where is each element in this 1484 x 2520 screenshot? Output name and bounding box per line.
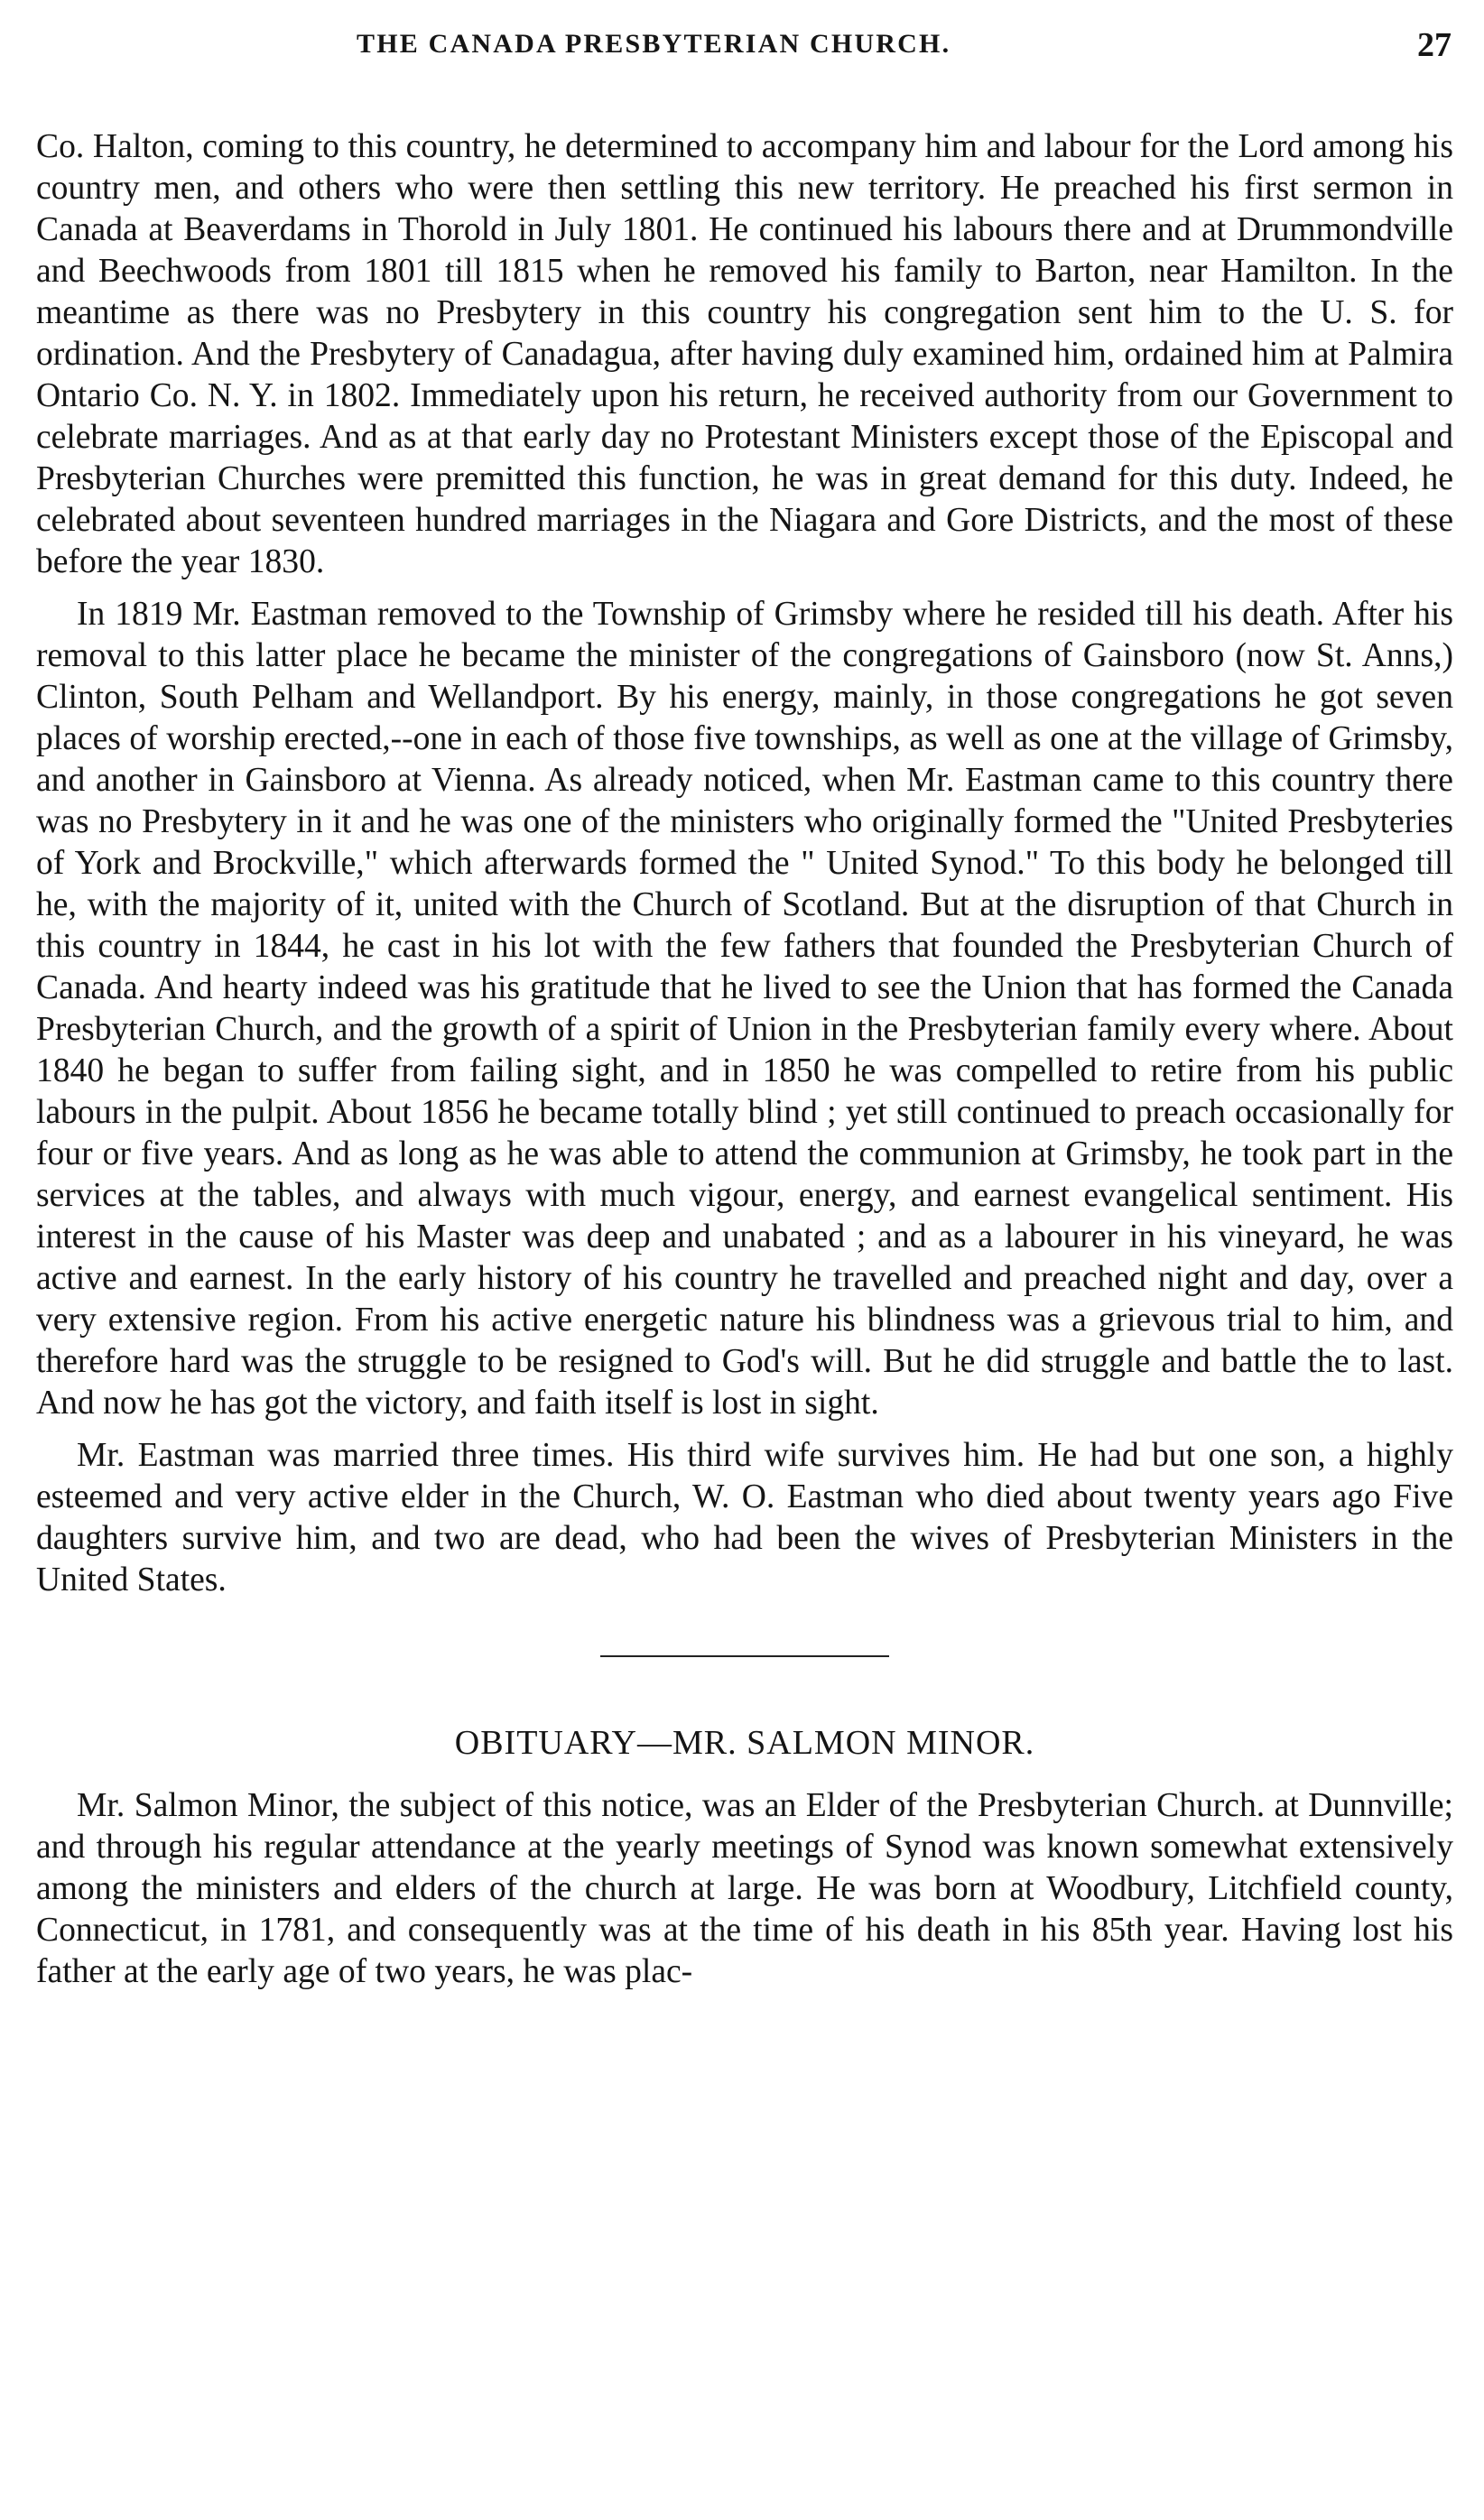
paragraph-grimsby: In 1819 Mr. Eastman removed to the Township of Grimsby where he resided till his death. After his removal to this latter place he became the minister of the congregations of Gainsboro (now St. Anns,) Clinton, South Pelham and Wellandport. By his energy, mainly, in those congregations he got seven places of worship erected,--one in each of those five townships, as well as one at the village of Grimsby, and another in Gainsboro at Vienna. As already noticed, when Mr. Eastman came to this country there was no Presbytery in it and he was one of the ministers who originally formed the "United Presbyteries of York and Brockville," which afterwards formed the " United Synod." To this body he belonged till he, with the majority of it, united with the Church of Scotland. But at the disruption of that Church in this country in 1844, he cast in his lot with the few fathers that founded the Presbyterian Church of Canada. And hearty indeed was his gratitude that he lived to see the Union that has formed the Canada Presbyterian Church, and the growth of a spirit of Union in the Presbyterian family every where. About 1840 he began to suffer from failing sight, and in 1850 he was compelled to retire from his public labours in the pulpit. About 1856 he became totally blind ; yet still continued to preach occasionally for four or five years. And as long as he was able to attend the communion at Grimsby, he took part in the services at the tables, and always with much vigour, energy, and earnest evangelical sentiment. His interest in the cause of his Master was deep and unabated ; and as a labourer in his vineyard, he was active and earnest. In the early history of his country he travelled and preached night and day, over a very extensive region. From his active energetic nature his blindness was a grievous trial to him, and therefore hard was the struggle to be resigned to God's will. But he did struggle and battle the to last. And now he has got the victory, and faith itself is lost in sight. <box>36 596 1453 1422</box>
obituary-heading: OBITUARY—MR. SALMON MINOR. <box>454 1724 1035 1762</box>
article-body <box>36 126 1453 1993</box>
obituary-paragraph: Mr. Salmon Minor, the subject of this notice, was an Elder of the Presbyterian Church. at Dunnville; and through his regular attendance at the yearly meetings of Synod was known somewhat extensively among the ministers and elders of the church at large. He was born at Woodbury, Litchfield county, Connecticut, in 1781, and consequently was at the time of his death in his 85th year. Having lost his father at the early age of two years, he was plac- <box>36 1787 1453 1990</box>
paragraph-continued: Co. Halton, coming to this country, he determined to accompany him and labour for the Lord among his country men, and others who were then settling this new territory. He preached his first sermon in Canada at Beaverdams in Thorold in July 1801. He continued his labours there and at Drummondville and Beechwoods from 1801 till 1815 when he removed his family to Barton, near Hamilton. In the meantime as there was no Presbytery in this country his congregation sent him to the U. S. for ordination. And the Presbytery of Canadagua, after having duly examined him, ordained him at Palmira Ontario Co. N. Y. in 1802. Immediately upon his return, he received authority from our Government to celebrate marriages. And as at that early day no Protestant Ministers except those of the Episcopal and Presbyterian Churches were premitted this function, he was in great demand for this duty. Indeed, he celebrated about seventeen hundred marriages in the Niagara and Gore Districts, and the most of these before the year 1830. <box>36 128 1453 580</box>
page-number: 27 <box>1417 26 1452 64</box>
page <box>36 27 1453 2004</box>
paragraph-family: Mr. Eastman was married three times. His third wife survives him. He had but one son, a highly esteemed and very active elder in the Church, W. O. Eastman who died about twenty years ago Five daughters survive him, and two are dead, who had been the wives of Presbyterian Ministers in the United States. <box>36 1437 1453 1598</box>
running-title: THE CANADA PRESBYTERIAN CHURCH. <box>357 29 951 59</box>
section-divider <box>600 1655 889 1657</box>
running-header <box>36 27 1453 81</box>
